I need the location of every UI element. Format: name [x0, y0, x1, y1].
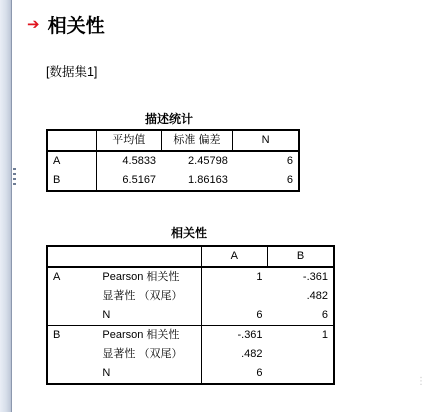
value-cell: .482: [306, 290, 328, 302]
right-arrow-icon[interactable]: ➔: [27, 15, 40, 33]
correlations-table[interactable]: [46, 245, 335, 385]
row-label: B: [47, 171, 96, 191]
value-cell: 6: [321, 309, 328, 321]
stat-label: N: [97, 306, 201, 326]
value-cell: [268, 364, 334, 384]
n-cell: 6: [286, 174, 293, 186]
sd-cell: 1.86163: [188, 174, 228, 186]
table-row: [47, 364, 334, 384]
table-header-cell: 标准 偏差: [161, 130, 233, 151]
table-header-row: [47, 246, 334, 267]
table-row: [47, 306, 334, 326]
value-cell: 6: [256, 309, 263, 321]
table-header-cell: [47, 130, 96, 151]
stat-label: Pearson 相关性: [97, 326, 201, 346]
page-title: 相关性: [47, 15, 105, 37]
table-header-cell: [47, 246, 201, 267]
value-cell: .482: [241, 348, 263, 360]
table-header-cell: A: [201, 246, 267, 267]
table-header-cell: N: [233, 130, 299, 151]
table-row: [47, 326, 334, 346]
value-cell: 1: [268, 326, 334, 346]
row-group-label: A: [53, 271, 61, 283]
value-cell: -.361: [302, 271, 328, 283]
splitter-border: [11, 0, 12, 412]
value-cell: [201, 287, 267, 306]
table-row: [47, 345, 334, 364]
table-header-row: [47, 130, 299, 151]
value-cell: [268, 345, 334, 364]
correlations-caption: 相关性: [171, 226, 208, 240]
table-row: [47, 267, 334, 287]
mean-cell: 6.5167: [122, 174, 157, 186]
output-title-row: [27, 11, 105, 38]
value-cell: 1: [256, 271, 263, 283]
row-group-label: B: [47, 326, 97, 346]
table-row: [47, 287, 334, 306]
value-cell: -.361: [201, 326, 267, 346]
stat-label: 显著性 （双尾）: [97, 287, 201, 306]
stat-label: N: [97, 364, 201, 384]
descriptive-table[interactable]: [46, 129, 300, 192]
value-cell: 6: [256, 367, 263, 379]
splitter-grip-icon[interactable]: [13, 168, 16, 188]
sd-cell: 2.45798: [188, 155, 228, 167]
resize-corner-icon: ⋮: [416, 376, 426, 387]
n-cell: 6: [286, 155, 293, 167]
descriptive-caption: 描述统计: [145, 112, 194, 126]
table-row: [47, 171, 299, 191]
table-header-cell: 平均值: [96, 130, 161, 151]
stat-label: 显著性 （双尾）: [97, 345, 201, 364]
dataset-label: [数据集1]: [46, 65, 98, 79]
table-header-cell: B: [268, 246, 334, 267]
table-row: [47, 151, 299, 171]
row-label: A: [47, 151, 96, 171]
mean-cell: 4.5833: [122, 155, 157, 167]
stat-label: Pearson 相关性: [97, 267, 201, 287]
